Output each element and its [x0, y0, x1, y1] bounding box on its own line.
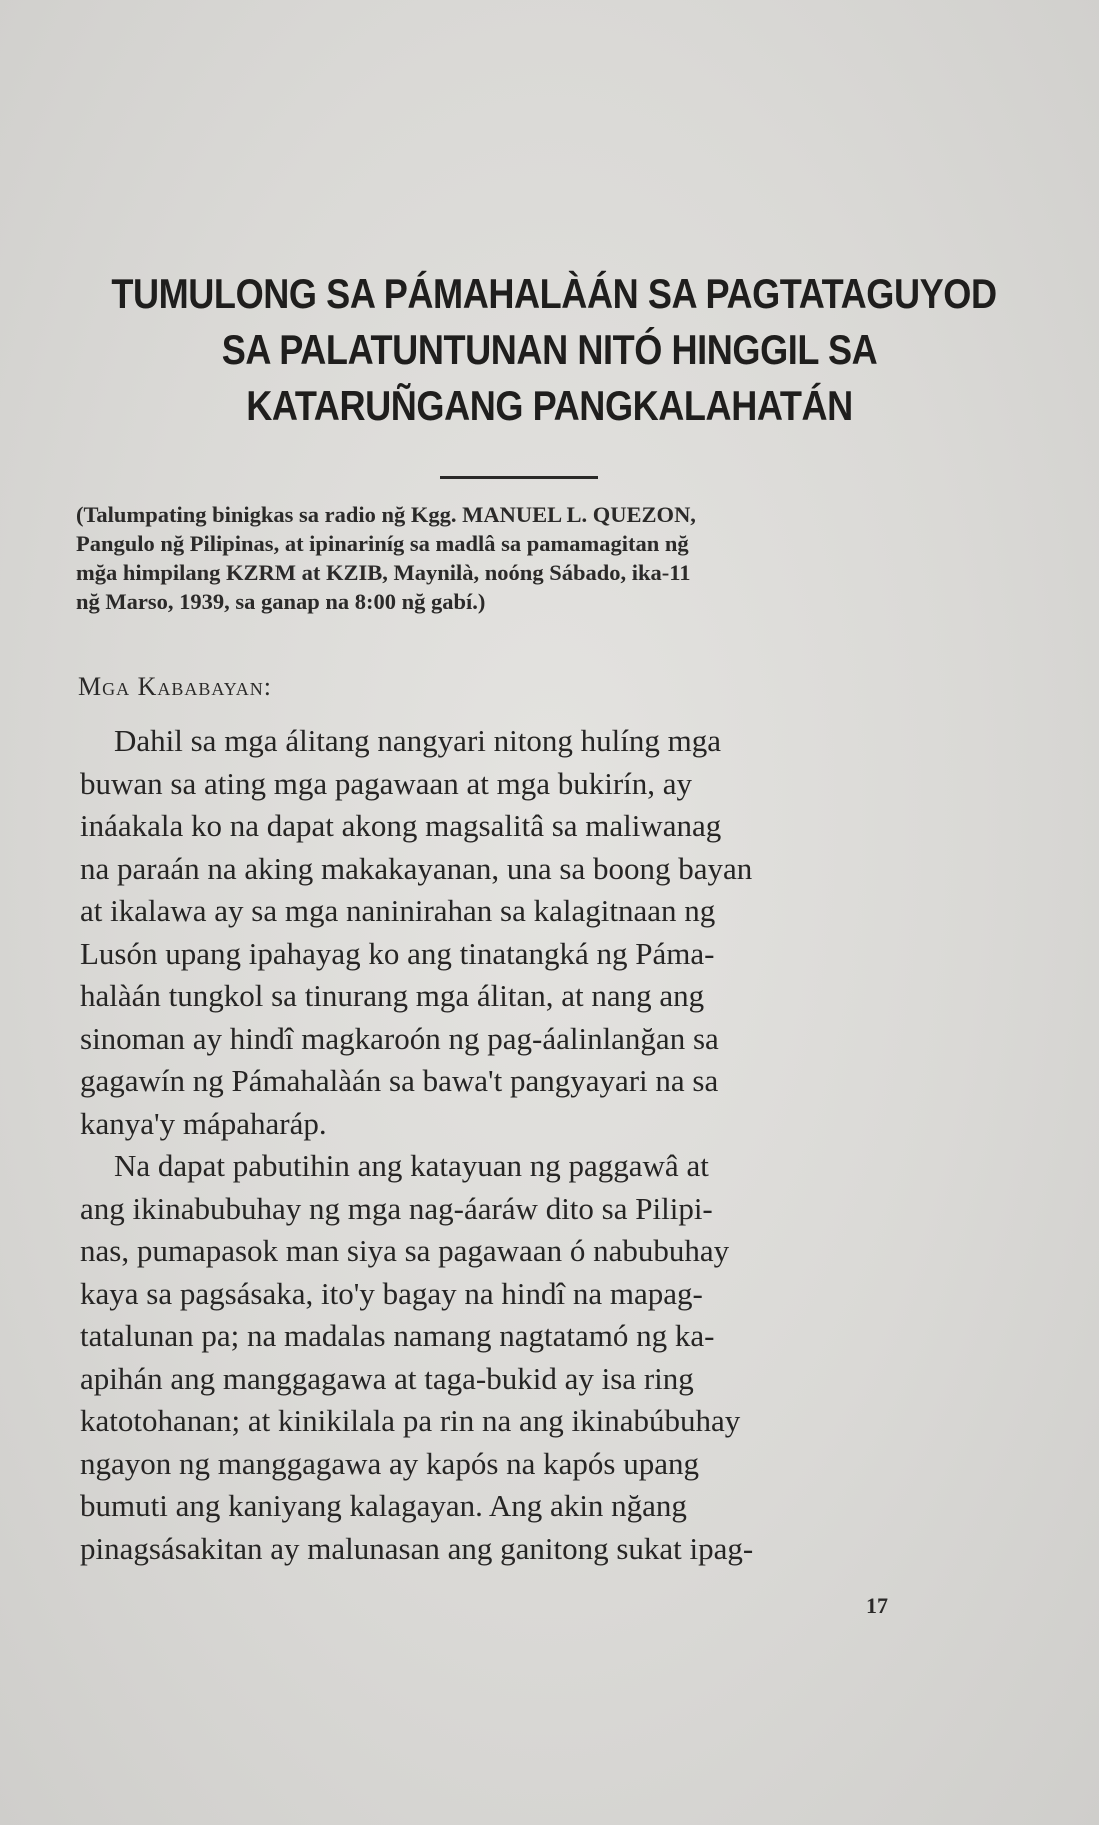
salutation: Mga Kababayan: [78, 672, 272, 701]
note-line: (Talumpating binigkas sa radio nğ Kgg. MANUEL L. QUEZON, [76, 502, 696, 527]
text-line: Dahil sa mga álitang nangyari nitong hulíng mga [114, 723, 721, 758]
text-line: gagawín ng Pámahalàán sa bawa't pangyayari na sa [80, 1063, 719, 1098]
body-text [80, 720, 980, 1570]
text-line: Lusón upang ipahayag ko ang tinatangká ng Páma- [80, 935, 715, 971]
text-line: ang ikinabubuhay ng mga nag-áaráw dito sa Pilipi- [80, 1190, 713, 1226]
text-line: ngayon ng manggagawa ay kapós na kapós upang [80, 1445, 699, 1481]
text-line: na paraán na aking makakayanan, una sa boong bayan [80, 850, 753, 886]
page-title [111, 266, 997, 434]
text-line: pinagsásakitan ay malunasan ang ganitong sukat ipag- [80, 1530, 754, 1566]
note-line: mğa himpilang KZRM at KZIB, Maynilà, noóng Sábado, ika-11 [76, 560, 691, 585]
text-line: bumuti ang kaniyang kalagayan. Ang akin nğang [80, 1488, 687, 1523]
page-number: 17 [866, 1593, 888, 1618]
title-line: TUMULONG SA PÁMAHALÀÁN SA PAGTATAGUYOD [111, 270, 997, 317]
text-line: halàán tungkol sa tinurang mga álitan, at nang ang [80, 978, 705, 1013]
title-line: KATARUÑGANG PANGKALAHATÁN [246, 382, 853, 429]
title-divider [440, 476, 598, 479]
text-line: ináakala ko na dapat akong magsalitâ sa maliwanag [80, 808, 722, 843]
text-line: at ikalawa ay sa mga naninirahan sa kalagitnaan ng [80, 893, 716, 928]
text-line: buwan sa ating mga pagawaan at mga bukirín, ay [80, 765, 693, 801]
text-line: katotohanan; at kinikilala pa rin na ang ikinabúbuhay [80, 1403, 741, 1438]
text-line: Na dapat pabutihin ang katayuan ng paggawâ at [114, 1148, 709, 1183]
note-line: nğ Marso, 1939, sa ganap na 8:00 nğ gabí.) [76, 589, 486, 614]
text-line: apihán ang manggagawa at taga-bukid ay isa ring [80, 1360, 694, 1396]
title-line: SA PALATUNTUNAN NITÓ HINGGIL SA [221, 326, 878, 373]
speech-note [76, 500, 976, 616]
text-line: tatalunan pa; na madalas namang nagtatamó ng ka- [80, 1318, 715, 1353]
text-line: kaya sa pagsásaka, ito'y bagay na hindî na mapag- [80, 1275, 703, 1311]
text-line: kanya'y mápaharáp. [80, 1105, 327, 1141]
text-line: sinoman ay hindî magkaroón ng pag-áalinlanğan sa [80, 1020, 719, 1056]
text-line: nas, pumapasok man siya sa pagawaan ó nabubuhay [80, 1233, 730, 1268]
note-line: Pangulo nğ Pilipinas, at ipinariníg sa madlâ sa pamamagitan nğ [76, 531, 689, 556]
